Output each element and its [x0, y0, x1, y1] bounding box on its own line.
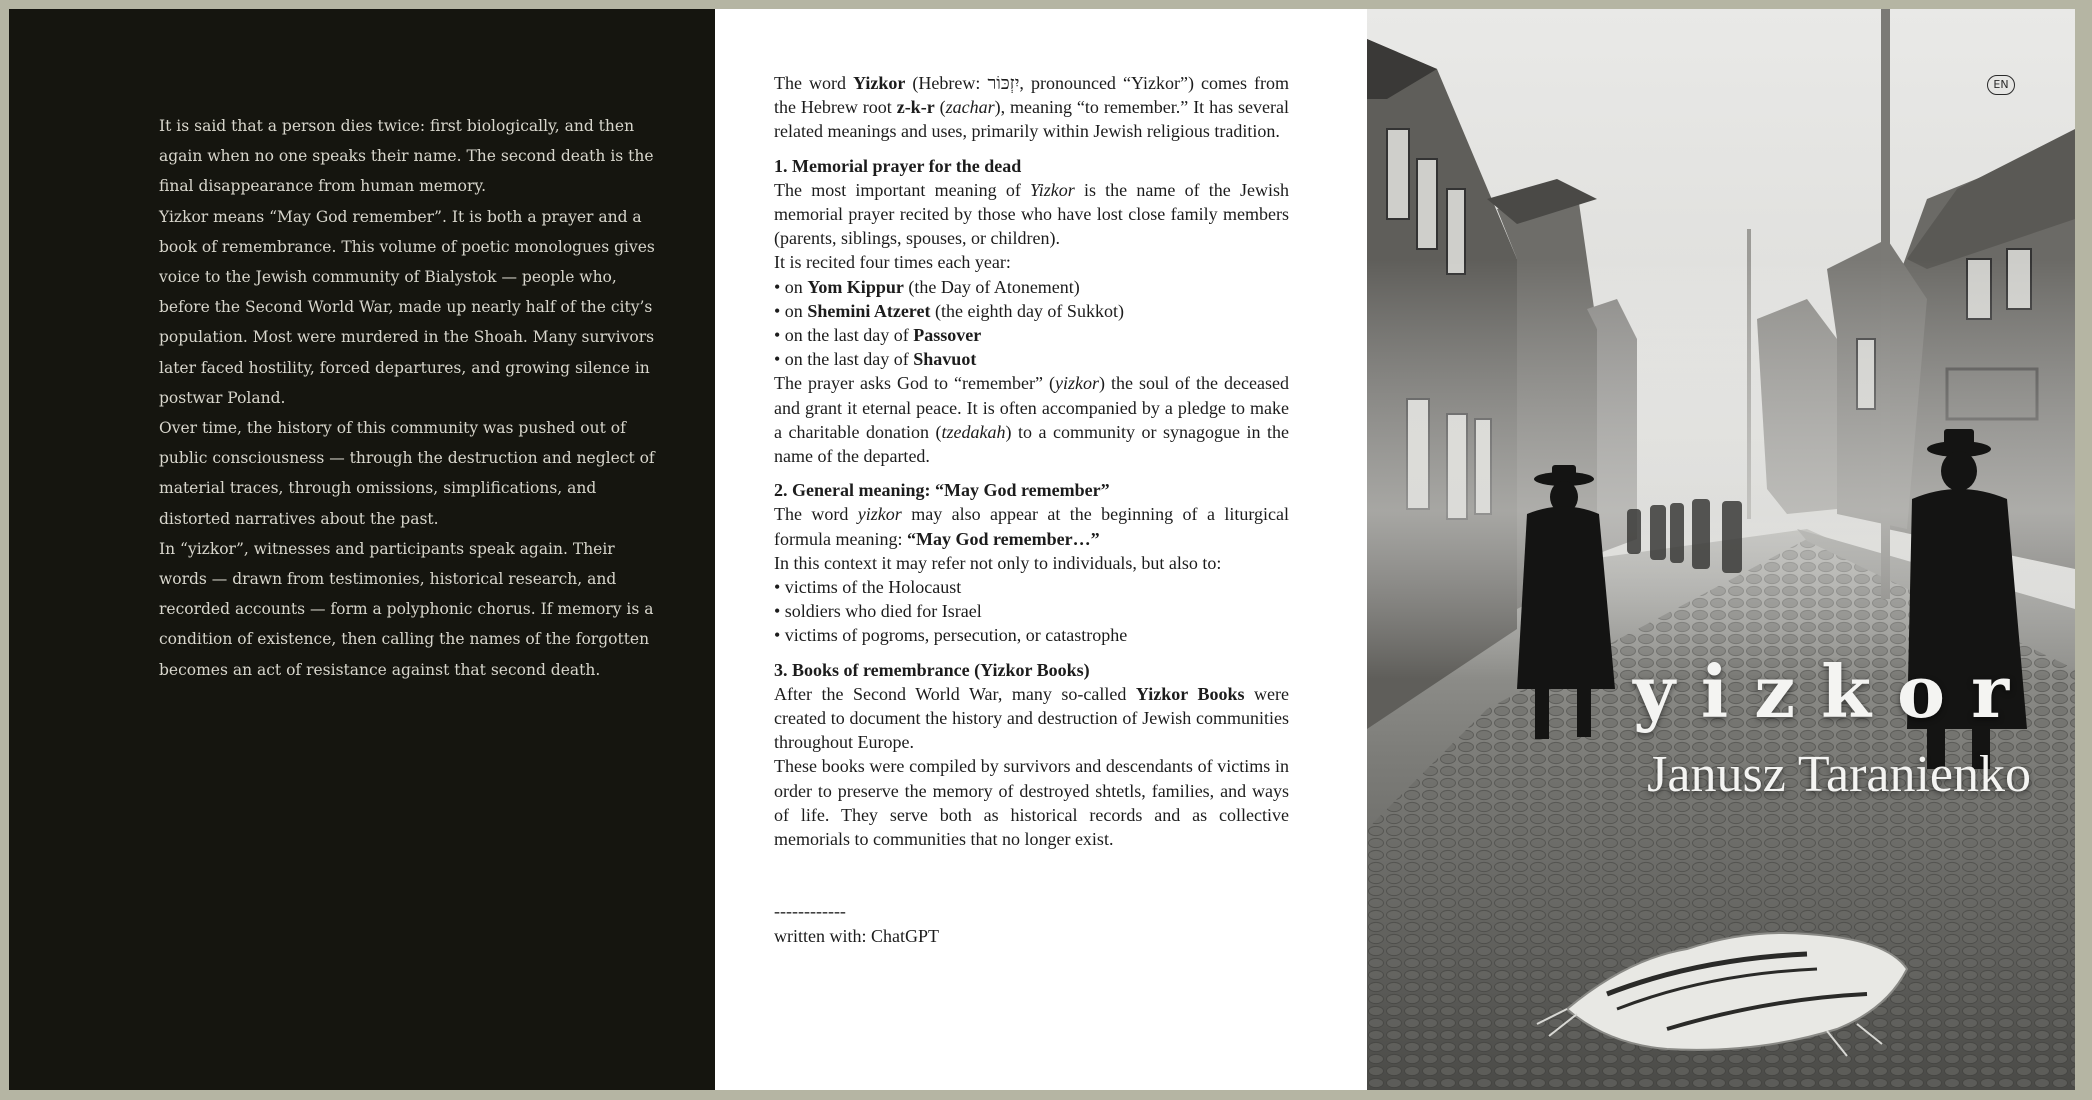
list-item: • victims of the Holocaust [774, 577, 962, 598]
section-2-paragraph-1: The word yizkor may also appear at the beginning of a liturgical formula meaning: “May God remember…” [774, 504, 1289, 549]
footer-credit: written with: ChatGPT [774, 925, 939, 946]
back-paragraph-1: It is said that a person dies twice: first biologically, and then again when no one speaks their name. The second death is the final disappearance from human memory. [159, 117, 654, 196]
language-badge: EN [1987, 75, 2015, 95]
back-cover [9, 9, 715, 1090]
list-item: • soldiers who died for Israel [774, 601, 982, 622]
footer-separator: ------------ [774, 901, 846, 922]
front-cover [1367, 9, 2075, 1090]
list-item: • on the last day of Shavuot [774, 349, 977, 370]
section-2-paragraph-2: In this context it may refer not only to individuals, but also to: [774, 552, 1222, 573]
section-2-heading: 2. General meaning: “May God remember” [774, 480, 1110, 501]
cover-title: yizkor [1633, 649, 2035, 734]
back-paragraph-3: Over time, the history of this community was pushed out of public consciousness — through the destruction and neglect of material traces, through omissions, simplifications, and distorted narratives about the past. [159, 419, 655, 528]
inner-page [715, 9, 1367, 1090]
street-photo-illustration [1367, 9, 2075, 1090]
back-paragraph-4: In “yizkor”, witnesses and participants speak again. Their words — drawn from testimonies, historical research, and recorded accounts — form a polyphonic chorus. If memory is a condition of existence, then calling the names of the forgotten becomes an act of resistance against that second death. [159, 539, 654, 679]
section-1-paragraph-1: The most important meaning of Yizkor is the name of the Jewish memorial prayer recited by those who have lost close family members (parents, siblings, spouses, or children). [774, 179, 1289, 249]
section-1-heading: 1. Memorial prayer for the dead [774, 155, 1022, 176]
list-item: • victims of pogroms, persecution, or catastrophe [774, 625, 1128, 646]
list-item: • on Shemini Atzeret (the eighth day of Sukkot) [774, 300, 1124, 321]
section-3-heading: 3. Books of remembrance (Yizkor Books) [774, 659, 1090, 680]
intro-paragraph: The word Yizkor (Hebrew: יִזְכּוֹר, pronounced “Yizkor”) comes from the Hebrew root z-k-r (zachar), meaning “to remember.” It has several related meanings and uses, primarily within Jewish religious tradition. [774, 73, 1289, 142]
section-1-paragraph-3: The prayer asks God to “remember” (yizkor) the soul of the deceased and grant it eternal peace. It is often accompanied by a pledge to make a charitable donation (tzedakah) to a community or synagogue in the name of the departed. [774, 373, 1289, 467]
section-1-paragraph-2: It is recited four times each year: [774, 252, 1011, 273]
section-3-paragraph-1: After the Second World War, many so-called Yizkor Books were created to document the history and destruction of Jewish communities throughout Europe. [774, 683, 1289, 753]
book-spread [9, 9, 2075, 1090]
cover-author: Janusz Taranienko [1647, 746, 2031, 803]
list-item: • on Yom Kippur (the Day of Atonement) [774, 276, 1080, 297]
back-paragraph-2: Yizkor means “May God remember”. It is both a prayer and a book of remembrance. This volume of poetic monologues gives voice to the Jewish community of Bialystok — people who, before the Second World War, made up nearly half of the city’s population. Most were murdered in the Shoah. Many survivors later faced hostility, forced departures, and growing silence in postwar Poland. [159, 207, 655, 407]
section-3-paragraph-2: These books were compiled by survivors and descendants of victims in order to preserve the memory of destroyed shtetls, families, and ways of life. They serve both as historical records and as collective memorials to communities that no longer exist. [774, 756, 1289, 850]
list-item: • on the last day of Passover [774, 325, 982, 346]
